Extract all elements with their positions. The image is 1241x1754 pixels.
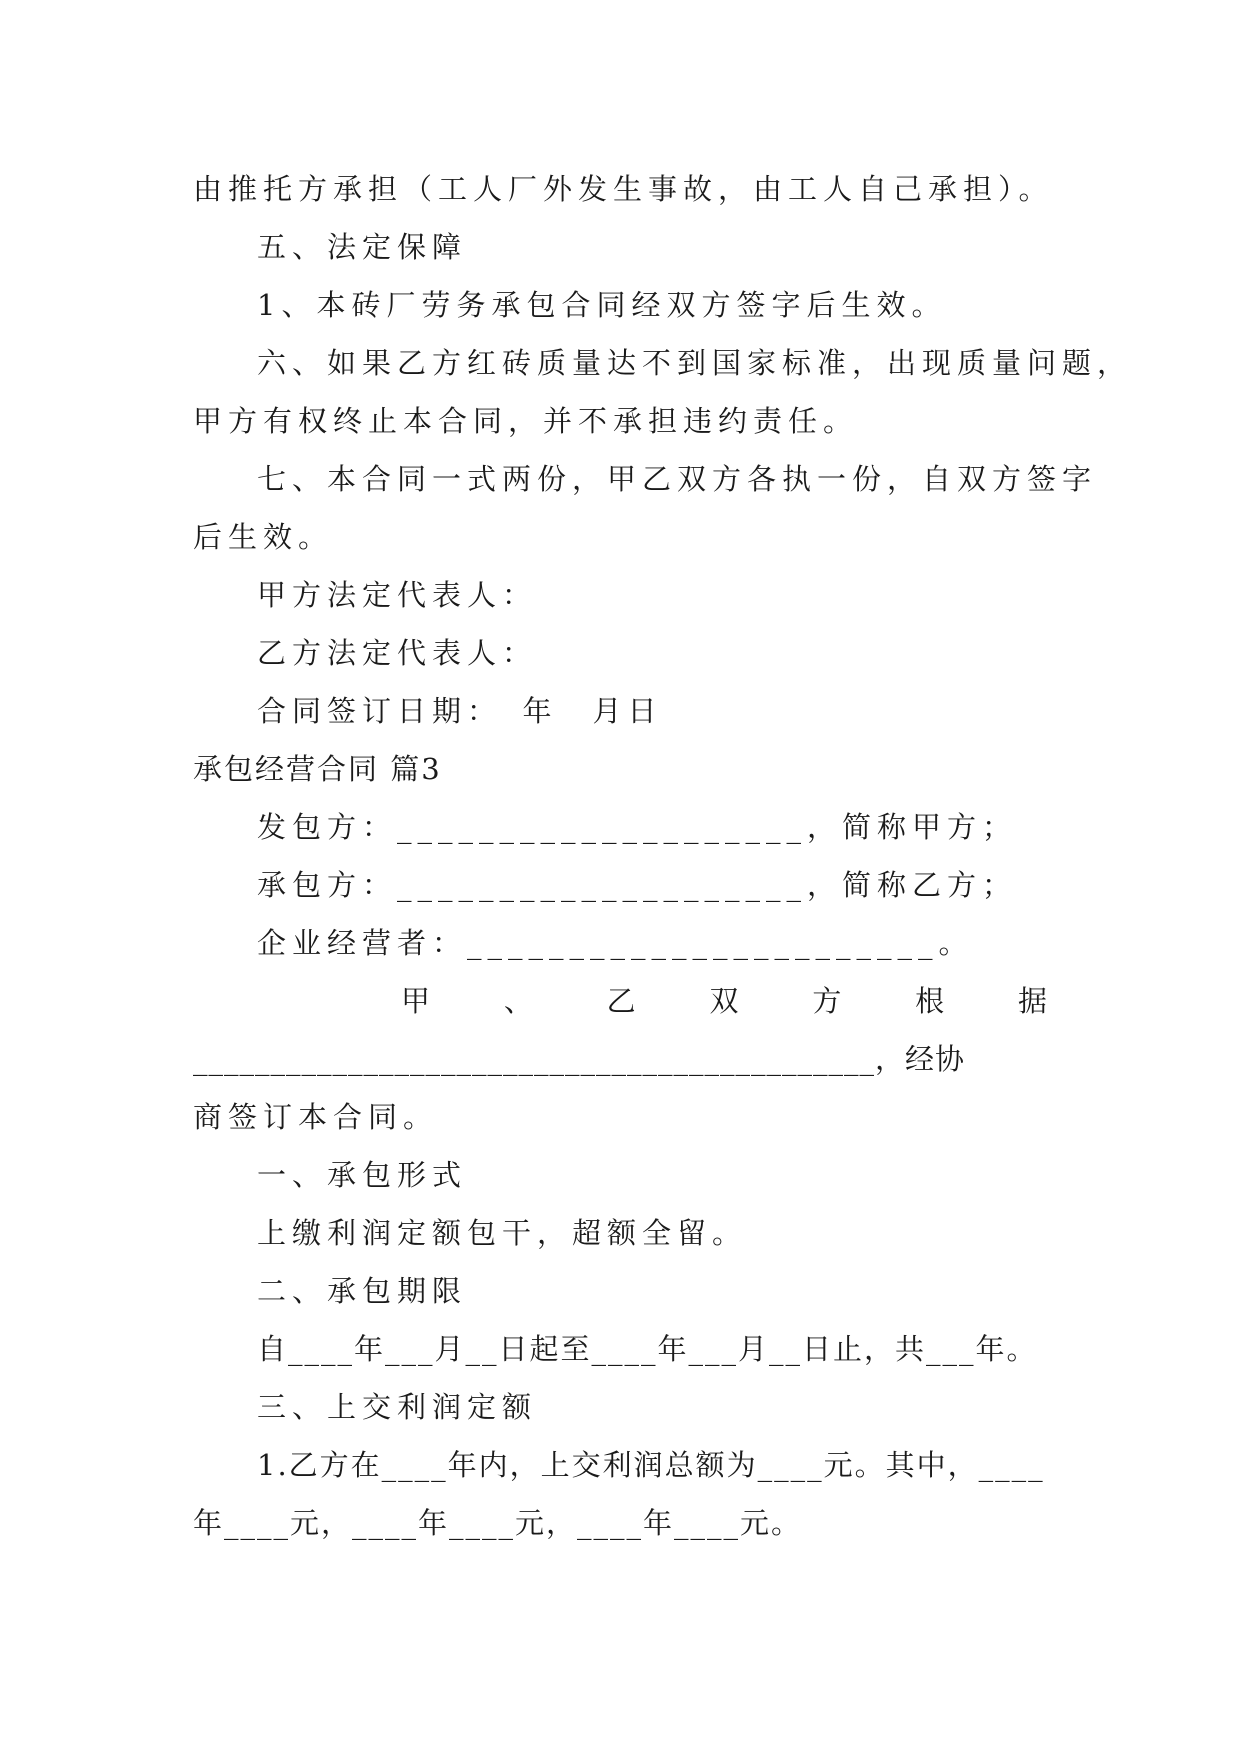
profit-quota-line: 1.乙方在____年内，上交利润总额为____元。其中，____ [257, 1448, 1045, 1482]
section-heading: 五、法定保障 [257, 230, 468, 264]
contractor-issuer-line: 发包方：____________________，简称甲方； [257, 810, 1018, 844]
justified-line [193, 972, 1053, 1030]
paragraph-line: 由推托方承担（工人厂外发生事故，由工人自己承担）。 [193, 172, 1054, 206]
party-a-representative: 甲方法定代表人： [257, 578, 538, 612]
spread-char: 根 [915, 984, 951, 1018]
blank-fill-line: ____________________________________________，经协 [193, 1042, 966, 1076]
paragraph-line: 商签订本合同。 [193, 1100, 439, 1134]
contract-period-line: 自____年___月__日起至____年___月__日止，共___年。 [257, 1332, 1038, 1366]
spread-char: 方 [812, 984, 848, 1018]
party-b-representative: 乙方法定代表人： [257, 636, 538, 670]
spread-char: 甲 [401, 984, 437, 1018]
section-heading: 三、上交利润定额 [257, 1390, 538, 1424]
signing-date: 合同签订日期： 年 月日 [257, 694, 663, 728]
paragraph-line: 七、本合同一式两份，甲乙双方各执一份，自双方签字 [257, 462, 1098, 496]
paragraph-line: 后生效。 [193, 520, 334, 554]
profit-breakdown-line: 年____元，____年____元，____年____元。 [193, 1506, 803, 1540]
paragraph-line: 上缴利润定额包干，超额全留。 [257, 1216, 748, 1250]
paragraph-line: 甲方有权终止本合同，并不承担违约责任。 [193, 404, 859, 438]
section-heading: 一、承包形式 [257, 1158, 468, 1192]
document-body [193, 160, 1133, 1552]
paragraph-line: 六、如果乙方红砖质量达不到国家标准，出现质量问题， [257, 346, 1133, 380]
spread-char: 双 [709, 984, 745, 1018]
document-section-title: 承包经营合同 篇3 [193, 752, 442, 786]
spread-char: 据 [1017, 984, 1053, 1018]
paragraph-line: 1、本砖厂劳务承包合同经双方签字后生效。 [257, 288, 947, 322]
spread-char: 乙 [606, 984, 642, 1018]
enterprise-operator-line: 企业经营者：_______________________。 [257, 926, 974, 960]
section-heading: 二、承包期限 [257, 1274, 468, 1308]
spread-char: 、 [503, 984, 539, 1018]
contractor-line: 承包方：____________________，简称乙方； [257, 868, 1018, 902]
